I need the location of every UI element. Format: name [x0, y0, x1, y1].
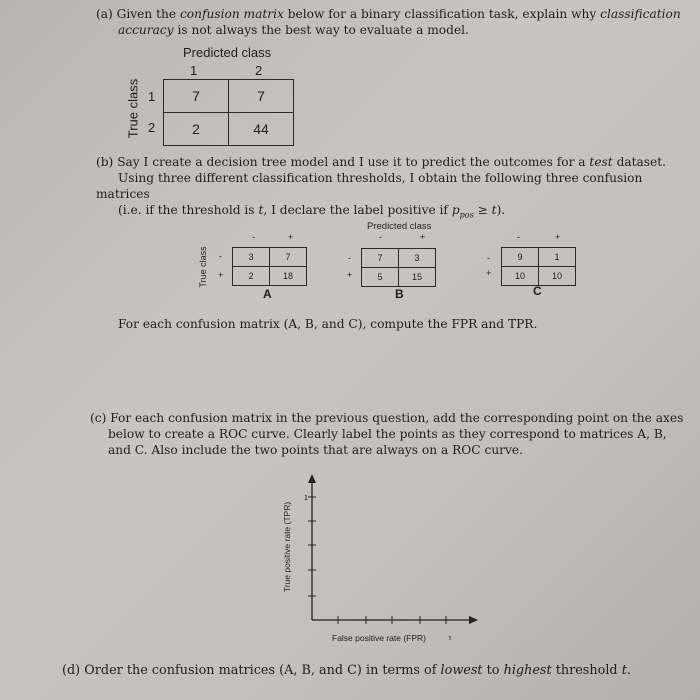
roc-xlabel: False positive rate (FPR) [332, 633, 426, 643]
part-d-label: (d) [62, 663, 81, 678]
matrix-a-col-header-2: 2 [255, 63, 263, 78]
part-c-question: (c) For each confusion matrix in the previous question, add the corresponding point on the axes below to create a ROC curve. Clearly label the points as they correspond to matrices A, B, and C. Also include the two points that are always on a ROC curve. [90, 411, 684, 457]
matrix-cell: 9 [502, 248, 539, 267]
confusion-matrix-part-a [163, 79, 294, 146]
x-axis-arrow [469, 616, 478, 624]
matrix-name-b: B [395, 287, 404, 301]
matrix-cell: 3 [233, 248, 270, 267]
matrix-cell: 18 [270, 267, 307, 286]
part-c-label: (c) [90, 411, 107, 425]
matrices-true-label: True class [198, 246, 208, 288]
confusion-matrix-b [361, 248, 436, 287]
part-a-question: (a) Given the confusion matrix below for a binary classification task, explain why classification accuracy is not always the best way to evaluate a model. [96, 7, 681, 37]
matrix-cell: 7 [229, 80, 294, 113]
roc-ylabel: True positive rate (TPR) [282, 501, 292, 593]
matrix-cell: 2 [233, 267, 270, 286]
matrix-cell: 5 [362, 268, 399, 287]
y-tick-max-label: 1 [304, 495, 308, 502]
matrix-cell: 7 [164, 80, 229, 113]
part-b-question: (b) Say I create a decision tree model and I use it to predict the outcomes for a test dataset. Using three different classification thresholds, I obtain the following three confusion matrices (i.e. if the threshold is t, I declare the label positive if $p_{pos} \ge t$). [96, 155, 667, 220]
matrices-predicted-label: Predicted class [367, 221, 432, 232]
matrix-cell: 1 [539, 248, 576, 267]
matrix-cell: 15 [399, 268, 436, 287]
matrix-a-predicted-label: Predicted class [183, 45, 272, 60]
matrix-cell: 44 [229, 113, 294, 146]
matrix-a-row-header-2: 2 [148, 120, 156, 135]
matrix-a-col-header-1: 1 [190, 63, 198, 78]
part-b-label: (b) [96, 155, 114, 169]
part-d-question: (d) Order the confusion matrices (A, B, and C) in terms of lowest to highest threshold t. [62, 663, 631, 678]
confusion-matrix-c [501, 247, 576, 286]
matrix-name-a: A [263, 287, 272, 301]
matrix-cell: 7 [270, 248, 307, 267]
matrix-a-row-header-1: 1 [148, 89, 156, 104]
matrix-cell: 3 [399, 249, 436, 268]
matrix-a-true-label: True class [125, 78, 141, 139]
roc-axes [280, 470, 490, 640]
confusion-matrix-a [232, 247, 307, 286]
x-tick-max-label: 1 [448, 636, 452, 640]
y-axis-arrow [308, 474, 316, 483]
part-b-followup: For each confusion matrix (A, B, and C), compute the FPR and TPR. [118, 317, 538, 331]
part-a-label: (a) [96, 7, 113, 21]
matrix-cell: 10 [502, 267, 539, 286]
matrix-name-c: C [533, 284, 542, 298]
matrix-cell: 10 [539, 267, 576, 286]
matrix-cell: 2 [164, 113, 229, 146]
matrix-cell: 7 [362, 249, 399, 268]
